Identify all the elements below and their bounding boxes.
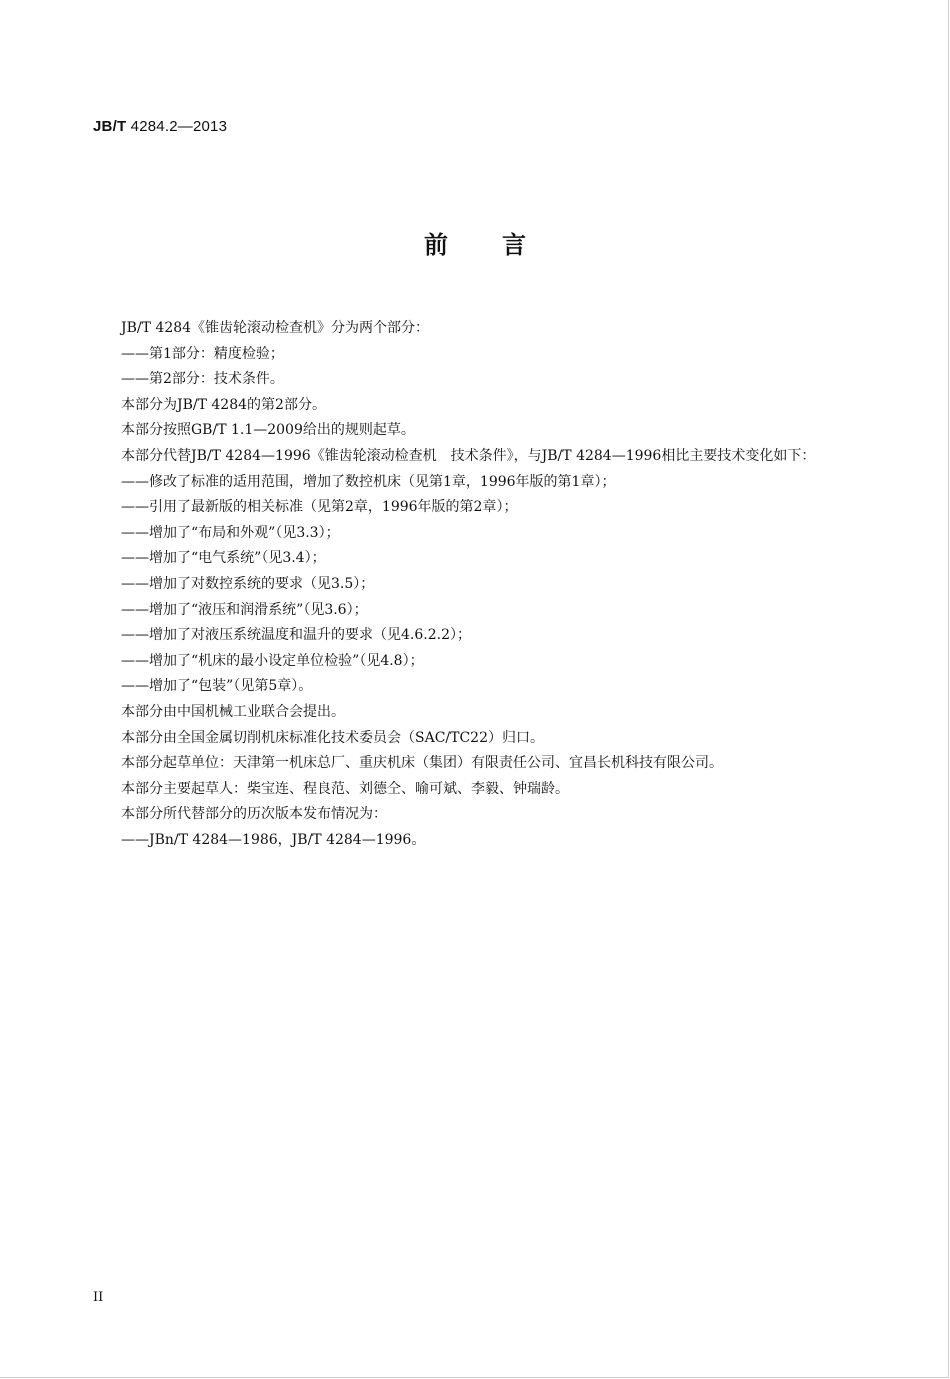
change-item: ——增加了对数控系统的要求（见3.5）； [121,575,375,592]
page-title: 前言 [424,231,580,259]
paragraph-under-jurisdiction: 本部分由全国金属切削机床标准化技术委员会（SAC/TC22）归口。 [121,729,544,746]
standard-code-number: 4284.2—2013 [126,118,228,135]
list-item-previous-editions: ——JBn/T 4284—1986，JB/T 4284—1996。 [121,831,426,848]
change-item: ——增加了“包装”（见第5章）。 [121,678,313,695]
paragraph-parts-intro: JB/T 4284《锥齿轮滚动检查机》分为两个部分： [121,320,430,336]
paragraph-replaces: 本部分代替JB/T 4284—1996《锥齿轮滚动检查机 技术条件》，与JB/T 4284—1996相比主要技术变化如下： [121,447,816,464]
paragraph-previous-editions: 本部分所代替部分的历次版本发布情况为： [121,806,387,823]
paragraph-drafting-rules: 本部分按照GB/T 1.1—2009给出的规则起草。 [121,422,415,439]
list-item-part-1: ——第1部分：精度检验； [121,345,284,362]
change-item: ——增加了“机床的最小设定单位检验”（见4.8）； [121,652,424,669]
paragraph-this-part: 本部分为JB/T 4284的第2部分。 [121,396,326,413]
standard-code-prefix: JB/T [93,118,127,135]
change-item: ——修改了标准的适用范围，增加了数控机床（见第1章，1996年版的第1章）； [121,473,616,490]
foreword-body [93,316,858,853]
page-number: II [93,1290,104,1305]
change-item: ——增加了“布局和外观”（见3.3）； [121,524,340,541]
list-item-part-2: ——第2部分：技术条件。 [121,371,284,388]
standard-code [93,118,227,135]
change-item: ——增加了“液压和润滑系统”（见3.6）； [121,601,368,618]
paragraph-drafters: 本部分主要起草人：柴宝连、程良范、刘德仝、喻可斌、李毅、钟瑞龄。 [121,780,569,797]
change-item: ——引用了最新版的相关标准（见第2章，1996年版的第2章）； [121,499,518,516]
paragraph-drafting-units: 本部分起草单位：天津第一机床总厂、重庆机床（集团）有限责任公司、宜昌长机科技有限公司。 [121,755,723,772]
paragraph-proposed-by: 本部分由中国机械工业联合会提出。 [121,703,345,720]
change-item: ——增加了“电气系统”（见3.4）； [121,550,326,567]
change-item: ——增加了对液压系统温度和温升的要求（见4.6.2.2）； [121,627,471,644]
